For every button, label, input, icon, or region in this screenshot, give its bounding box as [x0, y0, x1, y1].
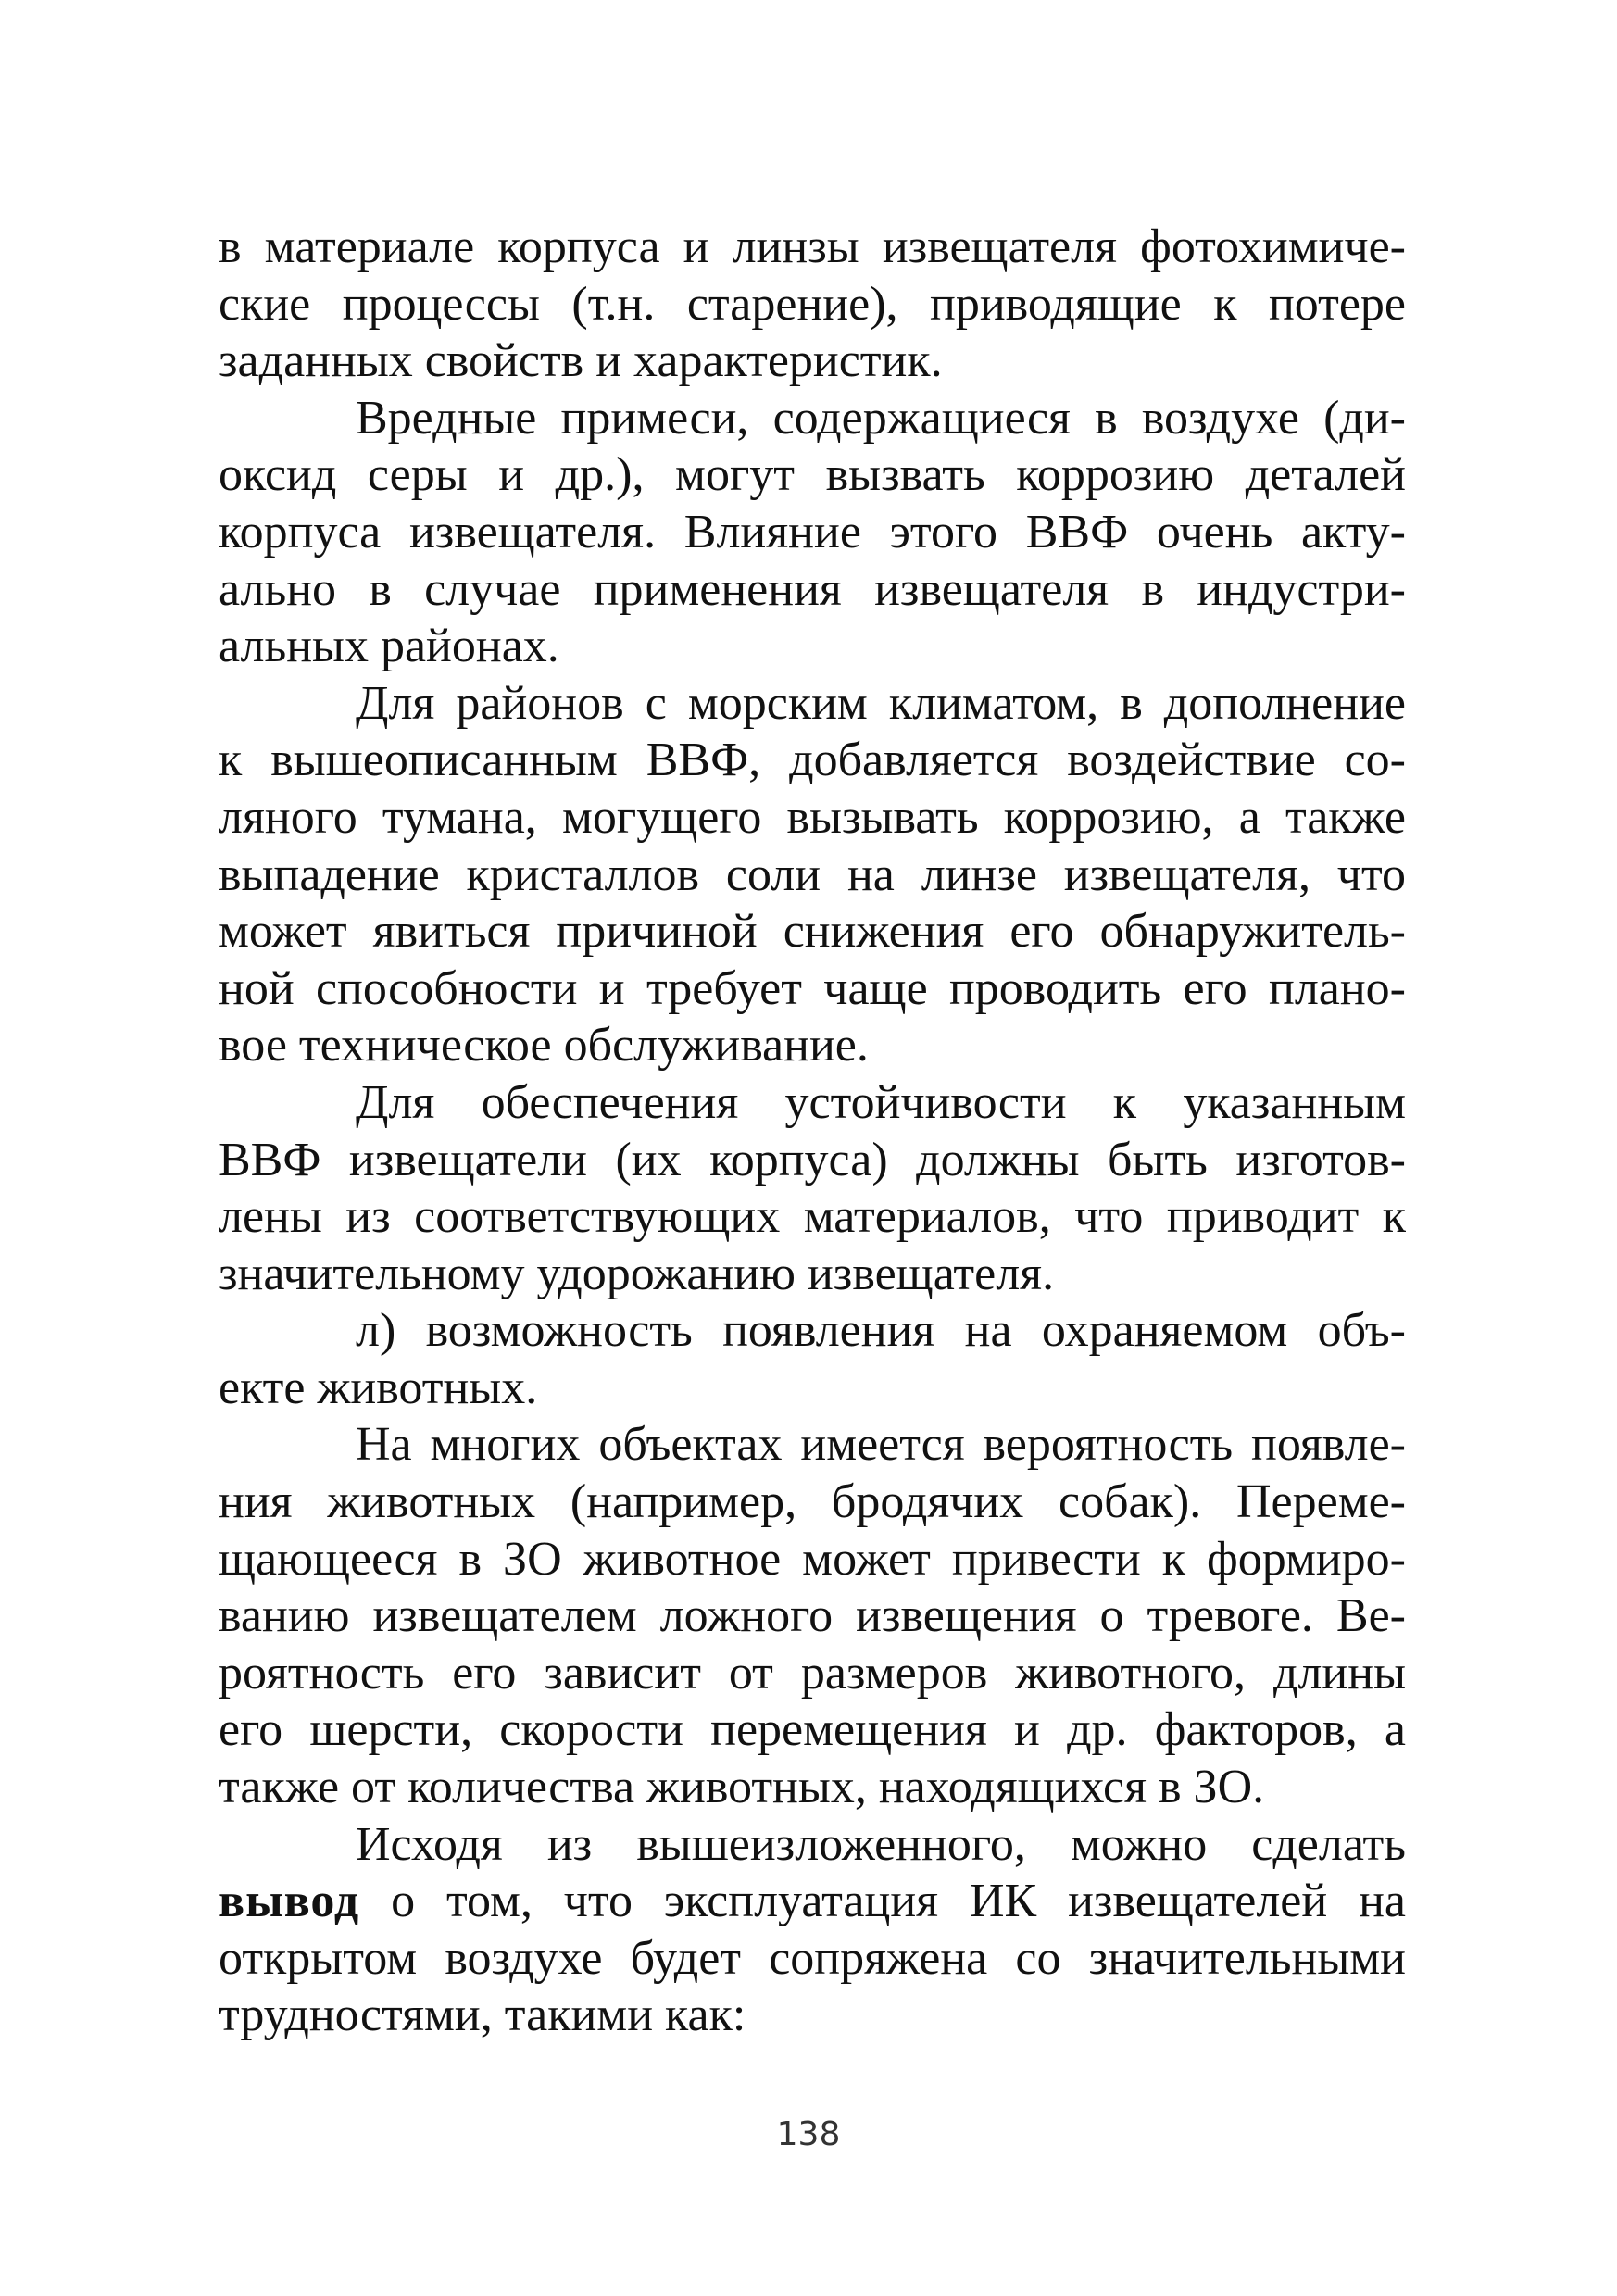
text-line: Вредные примеси, содержащиеся в воздухе (ди-	[356, 391, 1406, 445]
text-line: ной способности и требует чаще проводить его плано-	[219, 961, 1406, 1015]
text-line: ляного тумана, могущего вызывать коррозию, а также	[219, 790, 1406, 844]
text-line: Исходя из вышеизложенного, можно сделать	[356, 1817, 1406, 1871]
text-line: его шерсти, скорости перемещения и др. факторов, а	[219, 1703, 1406, 1757]
text-line: может явиться причиной снижения его обнаружитель-	[219, 905, 1406, 959]
body-text	[219, 219, 1406, 2044]
text-line: заданных свойств и характеристик.	[219, 334, 943, 388]
text-line: трудностями, такими как:	[219, 1989, 746, 2042]
text-line: вое техническое обслуживание.	[219, 1019, 869, 1073]
text-line: оксид серы и др.), могут вызвать коррозию деталей	[219, 448, 1406, 502]
text-line: ВВФ извещатели (их корпуса) должны быть изготов-	[219, 1133, 1406, 1186]
text-line: екте животных.	[219, 1361, 538, 1414]
conclusion-line	[219, 1873, 1406, 1930]
text-line: ские процессы (т.н. старение), приводящие к потере	[219, 277, 1406, 331]
text-line: значительному удорожанию извещателя.	[219, 1247, 1055, 1300]
text-line: ванию извещателем ложного извещения о тревоге. Ве-	[219, 1589, 1406, 1643]
text-line: ния животных (например, бродячих собак). Переме-	[219, 1475, 1406, 1529]
text-line: к вышеописанным ВВФ, добавляется воздействие со-	[219, 734, 1406, 787]
text-line: также от количества животных, находящихся в ЗО.	[219, 1761, 1265, 1814]
text-line: лены из соответствующих материалов, что приводит к	[219, 1190, 1406, 1244]
text-line: Для обеспечения устойчивости к указанным	[356, 1075, 1406, 1129]
text-line: На многих объектах имеется вероятность появле-	[356, 1418, 1406, 1472]
text-line: л) возможность появления на охраняемом объ-	[356, 1304, 1406, 1358]
text-line: корпуса извещателя. Влияние этого ВВФ очень акту-	[219, 505, 1406, 558]
conclusion-line-rest: о том, что эксплуатация ИК извещателей на	[359, 1875, 1406, 1928]
text-line: альных районах.	[219, 620, 559, 673]
text-line: ально в случае применения извещателя в индустри-	[219, 562, 1406, 616]
text-line: выпадение кристаллов соли на линзе извещателя, что	[219, 847, 1406, 901]
text-line: в материале корпуса и линзы извещателя фотохимиче-	[219, 220, 1406, 273]
bold-term: вывод	[219, 1875, 360, 1928]
text-line: роятность его зависит от размеров животного, длины	[219, 1646, 1406, 1700]
page-number: 138	[776, 2115, 841, 2153]
text-line: открытом воздухе будет сопряжена со значительными	[219, 1931, 1406, 1985]
text-line: Для районов с морским климатом, в дополнение	[356, 676, 1406, 730]
text-line: щающееся в ЗО животное может привести к формиро-	[219, 1532, 1406, 1586]
